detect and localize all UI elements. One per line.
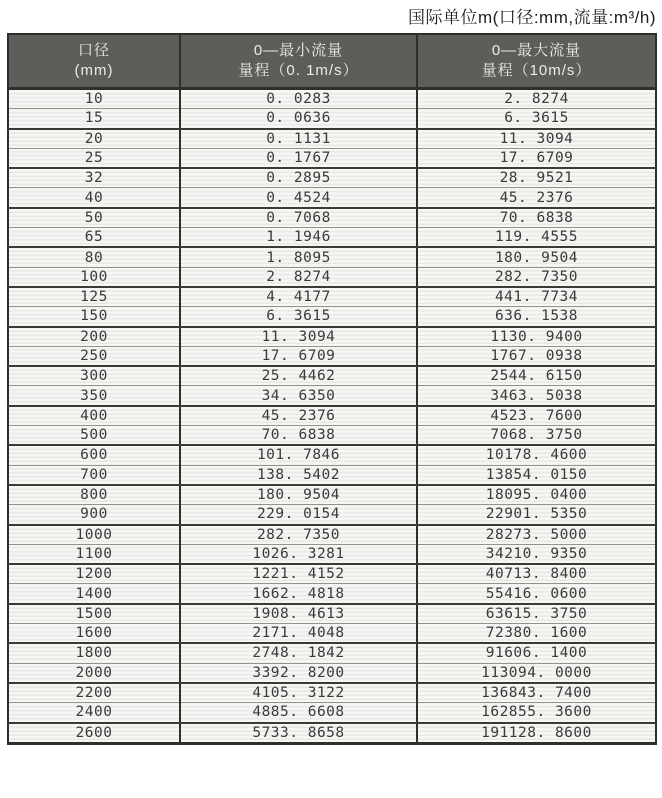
cell-diameter: 2200 <box>8 683 180 703</box>
table-row <box>8 148 656 168</box>
cell-min-flow: 1. 1946 <box>180 228 417 248</box>
cell-diameter: 1400 <box>8 584 180 604</box>
table-row <box>8 485 656 505</box>
table-row <box>8 426 656 446</box>
cell-diameter: 400 <box>8 406 180 426</box>
cell-max-flow: 119. 4555 <box>417 228 656 248</box>
cell-diameter: 25 <box>8 148 180 168</box>
column-header-max-flow-line1: 0—最大流量 <box>491 41 582 59</box>
cell-max-flow: 28. 9521 <box>417 168 656 188</box>
table-row <box>8 723 656 744</box>
cell-max-flow: 2544. 6150 <box>417 366 656 386</box>
table-row <box>8 544 656 564</box>
column-header-diameter-line2: (mm) <box>74 62 114 79</box>
cell-max-flow: 7068. 3750 <box>417 426 656 446</box>
column-header-min-flow-line1: 0—最小流量 <box>253 41 344 59</box>
cell-min-flow: 0. 1131 <box>180 129 417 149</box>
cell-diameter: 350 <box>8 386 180 406</box>
table-row <box>8 307 656 327</box>
cell-max-flow: 3463. 5038 <box>417 386 656 406</box>
cell-max-flow: 2. 8274 <box>417 89 656 109</box>
cell-diameter: 1100 <box>8 544 180 564</box>
table-row <box>8 643 656 663</box>
table-row <box>8 703 656 723</box>
table-row <box>8 683 656 703</box>
cell-min-flow: 6. 3615 <box>180 307 417 327</box>
cell-max-flow: 72380. 1600 <box>417 624 656 644</box>
cell-max-flow: 18095. 0400 <box>417 485 656 505</box>
table-row <box>8 584 656 604</box>
table-row <box>8 109 656 129</box>
cell-min-flow: 0. 0283 <box>180 89 417 109</box>
cell-min-flow: 0. 0636 <box>180 109 417 129</box>
cell-min-flow: 0. 1767 <box>180 148 417 168</box>
cell-max-flow: 4523. 7600 <box>417 406 656 426</box>
cell-max-flow: 40713. 8400 <box>417 564 656 584</box>
cell-diameter: 1200 <box>8 564 180 584</box>
cell-min-flow: 0. 2895 <box>180 168 417 188</box>
cell-diameter: 1600 <box>8 624 180 644</box>
cell-diameter: 32 <box>8 168 180 188</box>
cell-min-flow: 1908. 4613 <box>180 604 417 624</box>
cell-diameter: 65 <box>8 228 180 248</box>
column-header-min-flow-line2: 量程（0. 1m/s） <box>238 62 359 79</box>
cell-min-flow: 180. 9504 <box>180 485 417 505</box>
table-row <box>8 346 656 366</box>
cell-diameter: 900 <box>8 505 180 525</box>
cell-diameter: 1800 <box>8 643 180 663</box>
cell-diameter: 2000 <box>8 663 180 683</box>
cell-max-flow: 1130. 9400 <box>417 327 656 347</box>
cell-min-flow: 138. 5402 <box>180 465 417 485</box>
cell-max-flow: 70. 6838 <box>417 208 656 228</box>
cell-diameter: 200 <box>8 327 180 347</box>
cell-diameter: 1000 <box>8 525 180 545</box>
cell-max-flow: 180. 9504 <box>417 247 656 267</box>
table-row <box>8 624 656 644</box>
cell-max-flow: 282. 7350 <box>417 267 656 287</box>
table-row <box>8 406 656 426</box>
cell-diameter: 125 <box>8 287 180 307</box>
cell-min-flow: 0. 4524 <box>180 188 417 208</box>
column-header-diameter <box>8 34 180 89</box>
table-row <box>8 505 656 525</box>
cell-max-flow: 162855. 3600 <box>417 703 656 723</box>
table-row <box>8 228 656 248</box>
cell-max-flow: 113094. 0000 <box>417 663 656 683</box>
table-row <box>8 465 656 485</box>
table-body <box>8 89 656 744</box>
cell-diameter: 50 <box>8 208 180 228</box>
cell-max-flow: 13854. 0150 <box>417 465 656 485</box>
column-header-min-flow <box>180 34 417 89</box>
table-row <box>8 386 656 406</box>
cell-max-flow: 17. 6709 <box>417 148 656 168</box>
table-header <box>8 34 656 89</box>
header-row <box>8 34 656 89</box>
cell-min-flow: 282. 7350 <box>180 525 417 545</box>
cell-min-flow: 2. 8274 <box>180 267 417 287</box>
table-row <box>8 89 656 109</box>
cell-diameter: 20 <box>8 129 180 149</box>
cell-max-flow: 11. 3094 <box>417 129 656 149</box>
cell-diameter: 700 <box>8 465 180 485</box>
cell-min-flow: 5733. 8658 <box>180 723 417 744</box>
cell-min-flow: 2748. 1842 <box>180 643 417 663</box>
page-title: 国际单位m(口径:mm,流量:m³/h) <box>408 8 656 27</box>
table-row <box>8 287 656 307</box>
table-row <box>8 247 656 267</box>
table-row <box>8 168 656 188</box>
cell-max-flow: 10178. 4600 <box>417 445 656 465</box>
cell-diameter: 100 <box>8 267 180 287</box>
cell-max-flow: 136843. 7400 <box>417 683 656 703</box>
cell-diameter: 250 <box>8 346 180 366</box>
cell-max-flow: 191128. 8600 <box>417 723 656 744</box>
table-row <box>8 604 656 624</box>
cell-min-flow: 101. 7846 <box>180 445 417 465</box>
cell-min-flow: 1. 8095 <box>180 247 417 267</box>
column-header-diameter-line1: 口径 <box>77 41 110 59</box>
cell-min-flow: 11. 3094 <box>180 327 417 347</box>
cell-diameter: 600 <box>8 445 180 465</box>
cell-diameter: 800 <box>8 485 180 505</box>
table-row <box>8 663 656 683</box>
table-row <box>8 366 656 386</box>
cell-diameter: 300 <box>8 366 180 386</box>
cell-min-flow: 25. 4462 <box>180 366 417 386</box>
cell-max-flow: 28273. 5000 <box>417 525 656 545</box>
table-row <box>8 564 656 584</box>
flow-range-table <box>7 33 657 745</box>
cell-max-flow: 34210. 9350 <box>417 544 656 564</box>
cell-min-flow: 70. 6838 <box>180 426 417 446</box>
cell-max-flow: 636. 1538 <box>417 307 656 327</box>
cell-diameter: 150 <box>8 307 180 327</box>
cell-max-flow: 63615. 3750 <box>417 604 656 624</box>
table-row <box>8 445 656 465</box>
table-row <box>8 525 656 545</box>
cell-min-flow: 17. 6709 <box>180 346 417 366</box>
cell-min-flow: 3392. 8200 <box>180 663 417 683</box>
table-row <box>8 188 656 208</box>
cell-diameter: 40 <box>8 188 180 208</box>
cell-max-flow: 91606. 1400 <box>417 643 656 663</box>
cell-max-flow: 55416. 0600 <box>417 584 656 604</box>
table-row <box>8 129 656 149</box>
cell-max-flow: 45. 2376 <box>417 188 656 208</box>
cell-diameter: 80 <box>8 247 180 267</box>
cell-min-flow: 4885. 6608 <box>180 703 417 723</box>
column-header-max-flow-line2: 量程（10m/s） <box>481 62 592 79</box>
cell-min-flow: 1221. 4152 <box>180 564 417 584</box>
cell-max-flow: 6. 3615 <box>417 109 656 129</box>
cell-max-flow: 441. 7734 <box>417 287 656 307</box>
cell-diameter: 1500 <box>8 604 180 624</box>
cell-max-flow: 22901. 5350 <box>417 505 656 525</box>
cell-min-flow: 0. 7068 <box>180 208 417 228</box>
cell-min-flow: 2171. 4048 <box>180 624 417 644</box>
cell-diameter: 2600 <box>8 723 180 744</box>
table-row <box>8 267 656 287</box>
cell-diameter: 500 <box>8 426 180 446</box>
cell-min-flow: 4. 4177 <box>180 287 417 307</box>
cell-max-flow: 1767. 0938 <box>417 346 656 366</box>
column-header-max-flow <box>417 34 656 89</box>
cell-min-flow: 1026. 3281 <box>180 544 417 564</box>
cell-min-flow: 229. 0154 <box>180 505 417 525</box>
cell-min-flow: 4105. 3122 <box>180 683 417 703</box>
cell-diameter: 2400 <box>8 703 180 723</box>
cell-min-flow: 1662. 4818 <box>180 584 417 604</box>
cell-diameter: 15 <box>8 109 180 129</box>
cell-diameter: 10 <box>8 89 180 109</box>
table-row <box>8 327 656 347</box>
cell-min-flow: 45. 2376 <box>180 406 417 426</box>
cell-min-flow: 34. 6350 <box>180 386 417 406</box>
table-row <box>8 208 656 228</box>
